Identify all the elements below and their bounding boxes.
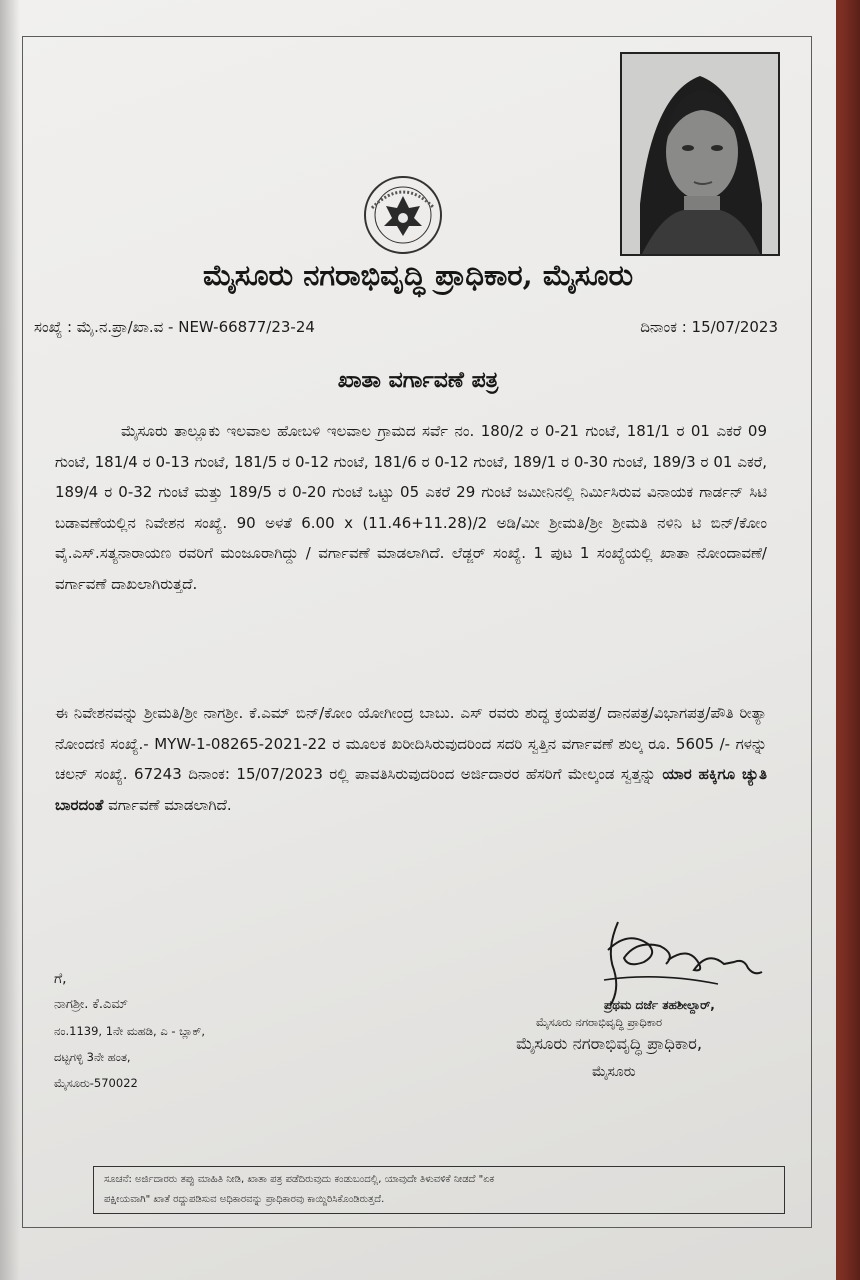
addressee-line-2: ದಟ್ಟಗಳ್ಳಿ 3ನೇ ಹಂತ, [54,1050,131,1064]
note-line-2: ಪಕ್ಷೀಯವಾಗಿ" ಖಾತೆ ರದ್ದುಪಡಿಸುವ ಅಧಿಕಾರವನ್ನು ಪ್ರಾಧಿಕಾರವು ಕಾಯ್ದಿರಿಸಿಕೊಂಡಿರುತ್ತದೆ. [104,1194,385,1205]
handwritten-signature [548,910,778,1010]
paragraph-1-text: ಮೈಸೂರು ತಾಲ್ಲೂಕು ಇಲವಾಲ ಹೋಬಳಿ ಇಲವಾಲ ಗ್ರಾಮದ ಸರ್ವೆ ನಂ. 180/2 ರ 0-21 ಗುಂಟೆ, 181/1 ರ 01 ಎಕರೆ 09 ಗುಂಟೆ, 181/4 ರ 0-13 ಗುಂಟೆ, 181/5 ರ 0-12 ಗುಂಟೆ, 181/6 ರ 0-12 ಗುಂಟೆ, 189/1 ರ 0-30 ಗುಂಟೆ, 189/3 ರ 01 ಎಕರೆ, 189/4 ರ 0-32 ಗುಂಟೆ ಮತ್ತು 189/5 ರ 0-20 ಗುಂಟೆ ಒಟ್ಟು 05 ಎಕರೆ 29 ಗುಂಟೆ ಜಮೀನಿನಲ್ಲಿ ನಿರ್ಮಿಸಿರುವ ವಿನಾಯಕ ಗಾರ್ಡನ್ ಸಿಟಿ ಬಡಾವಣೆಯಲ್ಲಿನ ನಿವೇಶನ ಸಂಖ್ಯೆ. 90 ಅಳತೆ 6.00 x (11.46+11.28)/2 ಅಡಿ/ಮೀ ಶ್ರೀಮತಿ/ಶ್ರೀ ಶ್ರೀಮತಿ ನಳಿನಿ ಟಿ ಬಿನ್/ಕೋಂ ವೈ.ಎಸ್.ಸತ್ಯನಾರಾಯಣ ರವರಿಗೆ ಮಂಜೂರಾಗಿದ್ದು / ವರ್ಗಾವಣೆ ಮಾಡಲಾಗಿದೆ. ಲೆಡ್ಜರ್ ಸಂಖ್ಯೆ. 1 ಪುಟ 1 ಸಂಖ್ಯೆಯಲ್ಲಿ ಖಾತಾ ನೋಂದಾವಣೆ/ ವರ್ಗಾವಣೆ ದಾಖಲಾಗಿರುತ್ತದೆ. [55,422,767,593]
signatory-dept-small: ಮೈಸೂರು ನಗರಾಭಿವೃದ್ಧಿ ಪ್ರಾಧಿಕಾರ [536,1015,663,1029]
paragraph-2-end: ವರ್ಗಾವಣೆ ಮಾಡಲಾಗಿದೆ. [108,795,232,814]
authority-seal-icon [362,174,444,256]
issue-date: ದಿನಾಂಕ : 15/07/2023 [640,318,778,336]
addressee-to: ಗೆ, [54,971,67,987]
signatory-place: ಮೈಸೂರು [592,1064,636,1080]
addressee-line-1: ನಂ.1139, 1ನೇ ಮಹಡಿ, ಎ - ಬ್ಲಾಕ್, [54,1024,206,1038]
addressee-line-3: ಮೈಸೂರು-570022 [54,1076,138,1090]
note-box [93,1166,785,1214]
document-title: ಖಾತಾ ವರ್ಗಾವಣೆ ಪತ್ರ [337,368,499,393]
signatory-block [516,998,715,1080]
paragraph-2-bold: ಯಾರ ಹಕ್ಕಿಗೂ ಚ್ಯುತಿ ಬಾರದಂತೆ [55,765,767,814]
reference-number: ಸಂಖ್ಯೆ : ಮೈ.ನ.ಪ್ರಾ/ಖಾ.ವ - NEW-66877/23-24 [34,318,315,336]
body-paragraph-2 [55,698,767,820]
addressee-name: ನಾಗಶ್ರೀ. ಕೆ.ಎಮ್ [54,997,128,1012]
applicant-photo [620,52,780,256]
addressee-block [54,966,205,1096]
body-paragraph-1 [55,416,767,599]
signatory-dept: ಮೈಸೂರು ನಗರಾಭಿವೃದ್ಧಿ ಪ್ರಾಧಿಕಾರ, [516,1034,703,1053]
paragraph-2-main: ಈ ನಿವೇಶನವನ್ನು ಶ್ರೀಮತಿ/ಶ್ರೀ ನಾಗಶ್ರೀ. ಕೆ.ಎಮ್ ಬಿನ್/ಕೋಂ ಯೋಗೀಂದ್ರ ಬಾಬು. ಎಸ್ ರವರು ಶುದ್ಧ ಕ್ರಯಪತ್ರ/ ದಾನಪತ್ರ/ವಿಭಾಗಪತ್ರ/ಪೌತಿ ರೀತ್ಯಾ ನೋಂದಣಿ ಸಂಖ್ಯೆ.- MYW-1-08265-2021-22 ರ ಮೂಲಕ ಖರೀದಿಸಿರುವುದರಿಂದ ಸದರಿ ಸ್ವತ್ತಿನ ವರ್ಗಾವಣೆ ಶುಲ್ಕ ರೂ. 5605 /- ಗಳನ್ನು ಚಲನ್ ಸಂಖ್ಯೆ. 67243 ದಿನಾಂಕ: 15/07/2023 ರಲ್ಲಿ ಪಾವತಿಸಿರುವುದರಿಂದ ಅರ್ಜಿದಾರರ ಹೆಸರಿಗೆ ಮೇಲ್ಕಂಡ ಸ್ವತ್ತನ್ನು [55,704,767,783]
page-shadow [0,0,20,1280]
signatory-designation: ಪ್ರಥಮ ದರ್ಜೆ ತಹಶೀಲ್ದಾರ್, [604,998,715,1012]
note-line-1: ಸೂಚನೆ: ಅರ್ಜಿದಾರರು ತಪ್ಪು ಮಾಹಿತಿ ನೀಡಿ, ಖಾತಾ ಪತ್ರ ಪಡೆದಿರುವುದು ಕಂಡುಬಂದಲ್ಲಿ, ಯಾವುದೇ ತಿಳುವಳಿಕೆ ನೀಡದೆ "ಏಕ [104,1174,495,1185]
org-title: ಮೈಸೂರು ನಗರಾಭಿವೃದ್ಧಿ ಪ್ರಾಧಿಕಾರ, ಮೈಸೂರು [202,258,634,292]
